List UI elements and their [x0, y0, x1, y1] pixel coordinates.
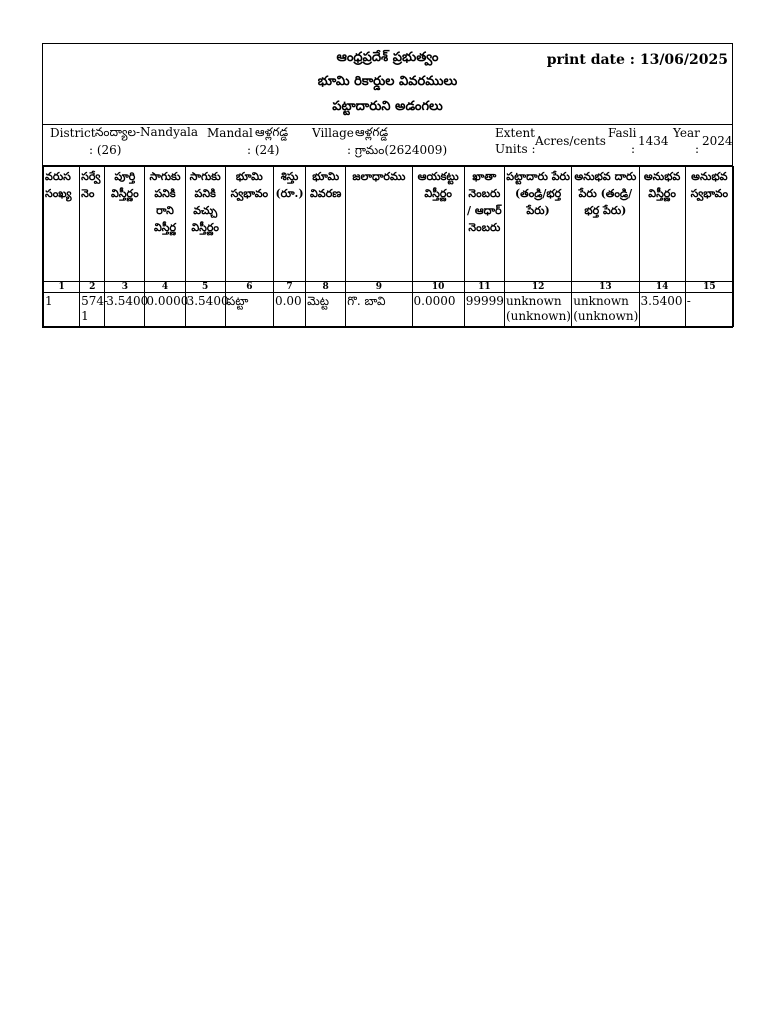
col-header-land-nature: భూమి స్వభావం — [225, 167, 273, 282]
cell-khata: 99999 — [464, 293, 504, 327]
year-colon: : — [695, 142, 700, 156]
col-header-water-source: జలాధారము — [346, 167, 412, 282]
cell-enjoyer: unknown (unknown) — [572, 293, 639, 327]
column-number: 5 — [185, 282, 225, 293]
cell-land-nature: పట్టా — [225, 293, 273, 327]
cell-serial: 1 — [44, 293, 80, 327]
cell-cultivable: 3.5400 — [185, 293, 225, 327]
adangal-title: పట్టాదారుని అడంగలు — [332, 99, 443, 114]
cell-pattadar: unknown (unknown) — [504, 293, 571, 327]
district-code: : (26) — [89, 143, 122, 157]
document-frame — [42, 43, 733, 328]
col-header-serial: వరుస సంఖ్య — [44, 167, 80, 282]
col-header-ayacut: ఆయకట్టు విస్తీర్ణం — [412, 167, 464, 282]
extent-value: Acres/cents — [535, 134, 606, 148]
col-header-enjoyment-nature: అనుభవ స్వభావం — [685, 167, 733, 282]
cell-ayacut: 0.0000 — [412, 293, 464, 327]
col-header-tax: శిస్తు (రూ.) — [273, 167, 305, 282]
cell-land-desc: మెట్ట — [306, 293, 346, 327]
column-number: 14 — [639, 282, 685, 293]
cell-survey-no: 574-1 — [80, 293, 105, 327]
print-date: print date : 13/06/2025 — [546, 52, 728, 68]
extent-label-line2: Units : — [495, 142, 536, 156]
header-row — [44, 167, 734, 282]
adangal-document — [42, 43, 733, 328]
col-header-uncultivable: సాగుకు పనికి రాని విస్తీర్ణ — [145, 167, 185, 282]
location-info — [43, 125, 732, 166]
col-header-cultivable: సాగుకు పనికి వచ్చు విస్తీర్ణం — [185, 167, 225, 282]
column-number: 6 — [225, 282, 273, 293]
col-header-khata: ఖాతా నెంబరు / ఆధార్ నెంబరు — [464, 167, 504, 282]
column-number-row — [44, 282, 734, 293]
col-header-total-extent: పూర్తి విస్తీర్ణం — [105, 167, 145, 282]
cell-enjoyment-extent: 3.5400 — [639, 293, 685, 327]
records-title: భూమి రికార్డుల వివరములు — [317, 74, 458, 89]
year-value: 2024 — [702, 134, 733, 148]
column-number: 1 — [44, 282, 80, 293]
fasli-colon: : — [631, 142, 636, 156]
col-header-enjoyment-extent: అనుభవ విస్తీర్ణం — [639, 167, 685, 282]
column-number: 15 — [685, 282, 733, 293]
village-code: : గ్రామం(2624009) — [347, 143, 448, 157]
cell-total-extent: 3.5400 — [105, 293, 145, 327]
column-number: 7 — [273, 282, 305, 293]
cell-enjoyment-nature: - — [685, 293, 733, 327]
column-number: 13 — [572, 282, 639, 293]
cell-water-source: గొ. బావి — [346, 293, 412, 327]
column-number: 11 — [464, 282, 504, 293]
mandal-value: ఆళ్లగడ్డ — [255, 125, 289, 139]
table-row — [44, 293, 734, 327]
extent-label-line1: Extent — [495, 126, 536, 140]
mandal-label: Mandal — [207, 126, 253, 140]
document-header — [43, 44, 732, 125]
government-title: ఆంధ్రప్రదేశ్ ప్రభుత్వం — [336, 50, 439, 65]
column-number: 2 — [80, 282, 105, 293]
column-number: 8 — [306, 282, 346, 293]
fasli-label: Fasli — [608, 126, 637, 140]
column-number: 12 — [504, 282, 571, 293]
column-number: 10 — [412, 282, 464, 293]
cell-uncultivable: 0.0000 — [145, 293, 185, 327]
district-label: District — [50, 126, 96, 140]
mandal-code: : (24) — [247, 143, 280, 157]
col-header-survey: సర్వే నెం — [80, 167, 105, 282]
col-header-enjoyer: అనుభవ దారు పేరు (తండ్రి/భర్త పేరు) — [572, 167, 639, 282]
year-label: Year — [673, 126, 700, 140]
col-header-pattadar: పట్టాదారు పేరు (తండ్రి/భర్త పేరు) — [504, 167, 571, 282]
column-number: 9 — [346, 282, 412, 293]
cell-tax: 0.00 — [273, 293, 305, 327]
village-label: Village — [312, 126, 354, 140]
district-value: నంద్యాల-Nandyala — [95, 125, 199, 139]
village-value: ఆళ్లగడ్డ — [355, 125, 389, 139]
column-number: 3 — [105, 282, 145, 293]
column-number: 4 — [145, 282, 185, 293]
adangal-table — [43, 166, 734, 327]
col-header-land-desc: భూమి వివరణ — [306, 167, 346, 282]
fasli-value: 1434 — [638, 134, 669, 148]
